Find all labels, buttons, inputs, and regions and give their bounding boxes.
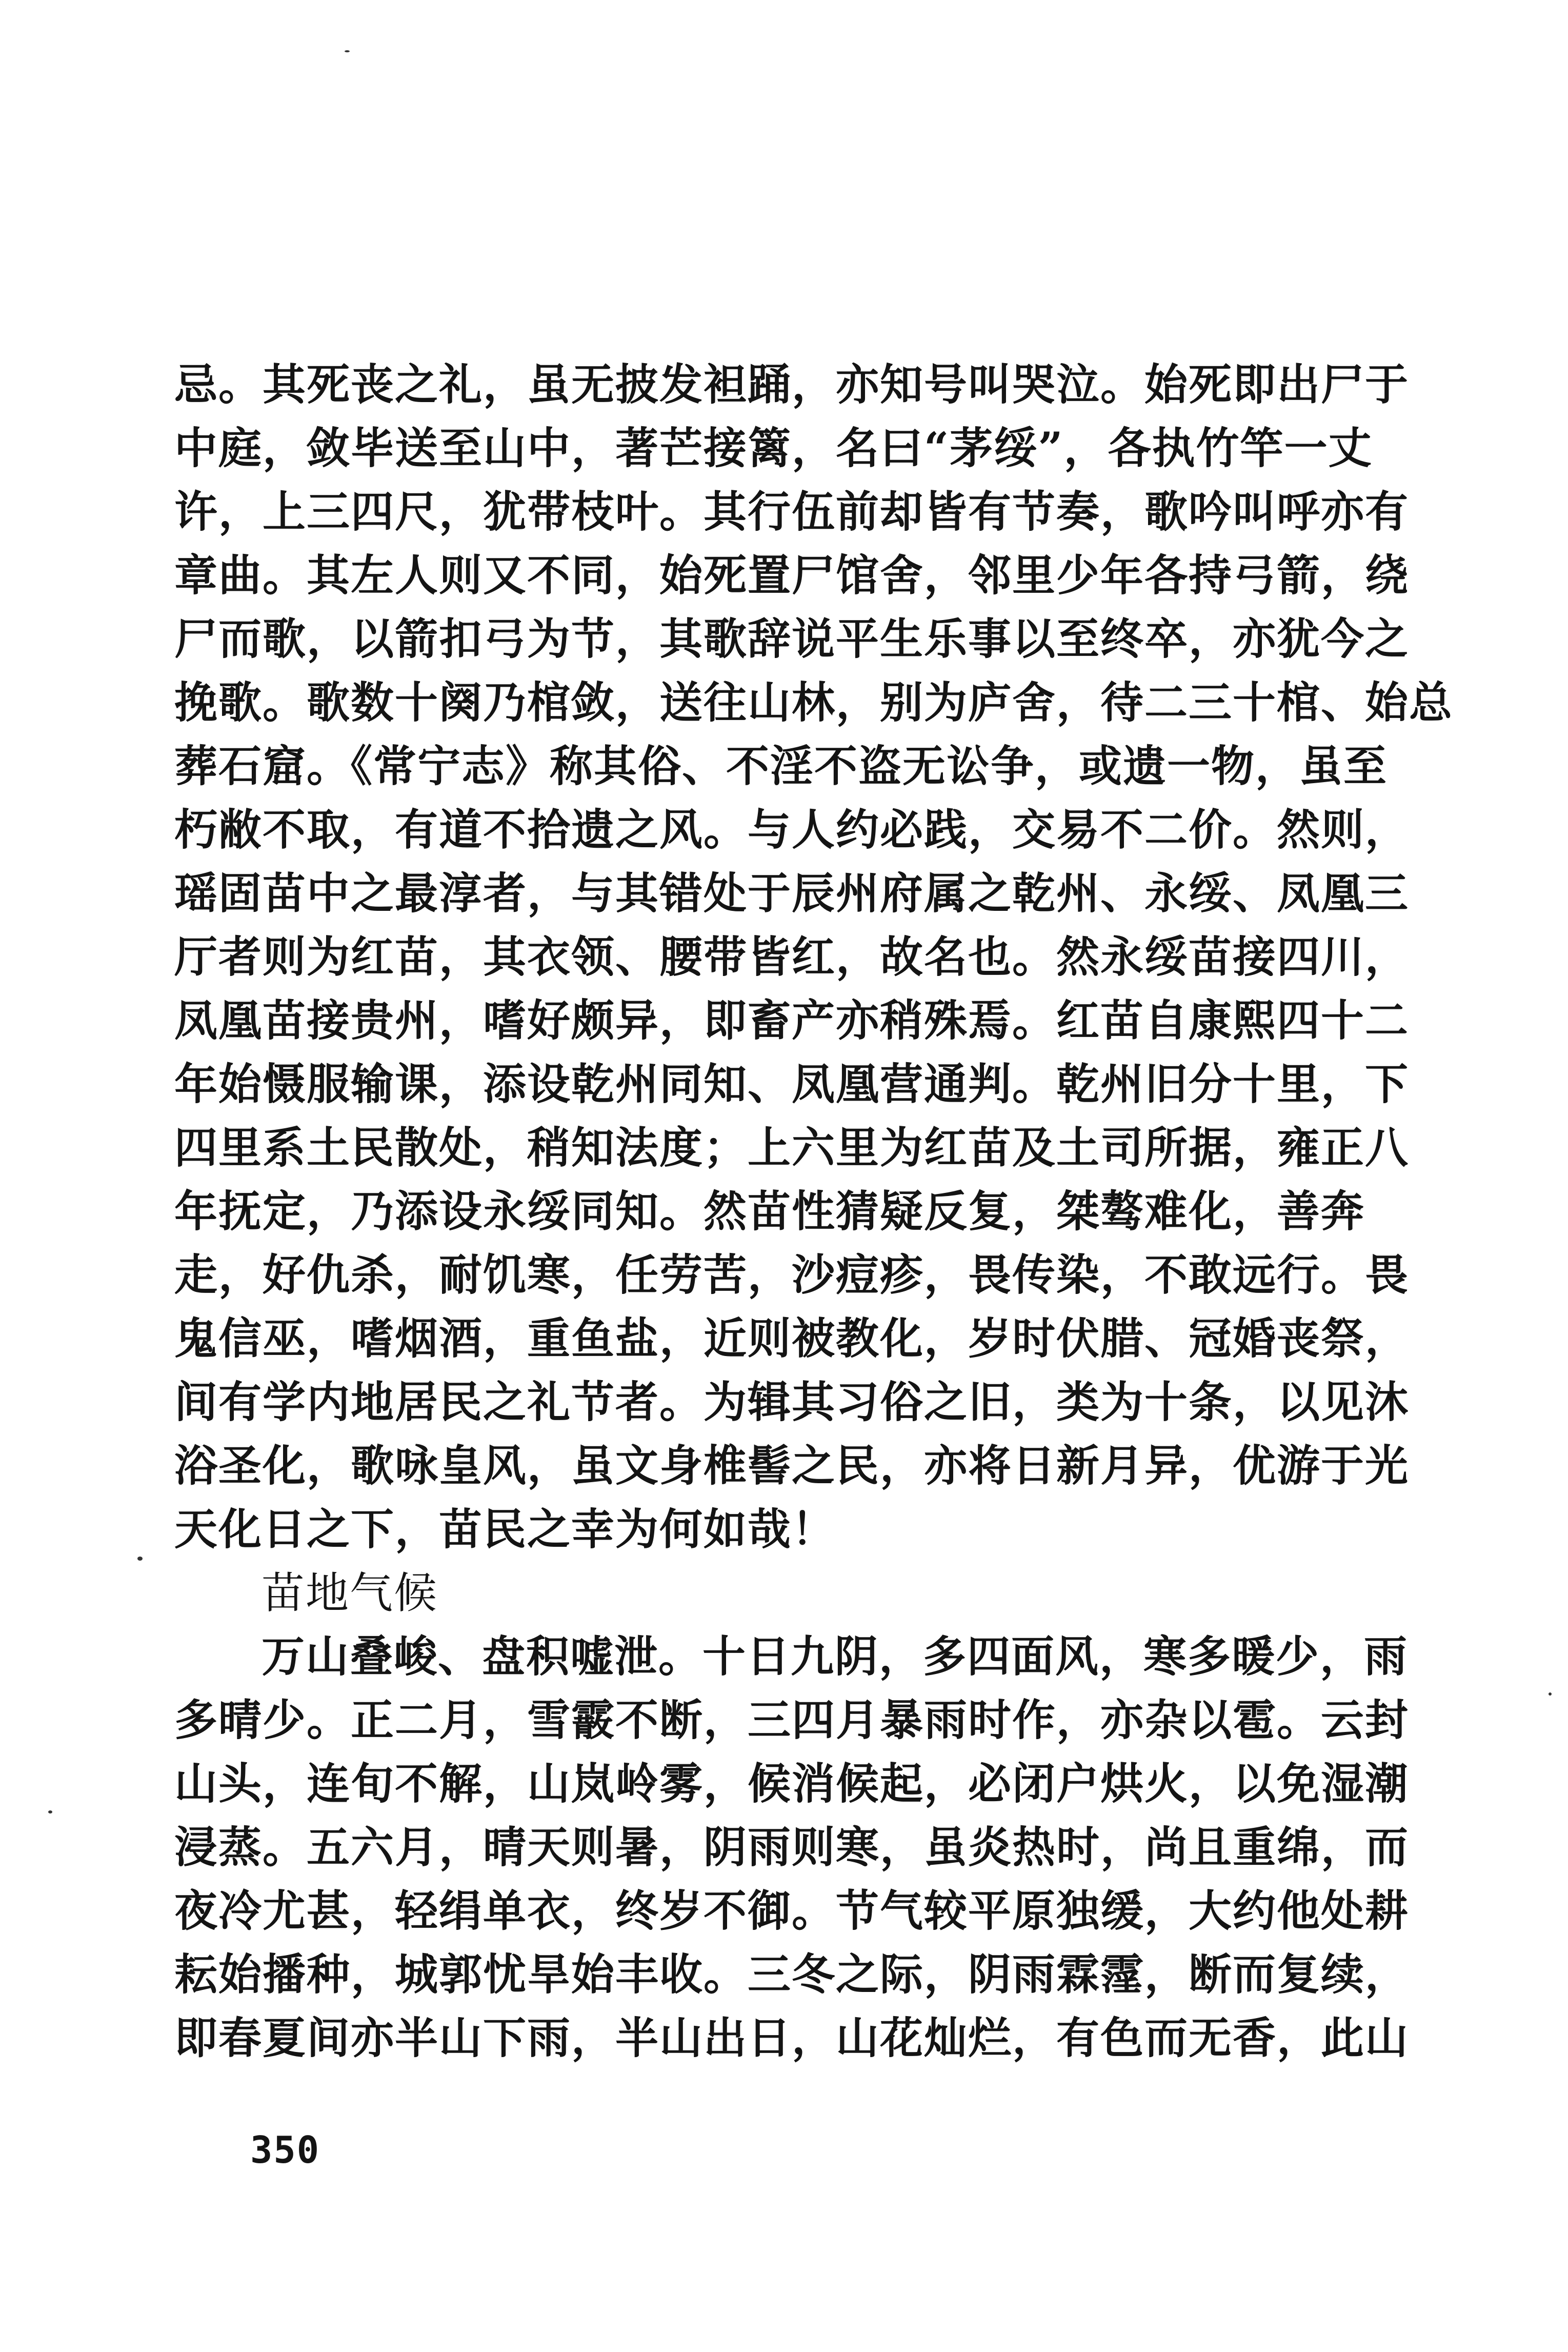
text-line: 凤凰苗接贵州，嗜好颇异，即畜产亦稍殊焉。红苗自康熙四十二 bbox=[174, 995, 1410, 1046]
text-line: 浸蒸。五六月，晴天则暑，阴雨则寒，虽炎热时，尚且重绵，而 bbox=[174, 1822, 1410, 1872]
text-line: 走，好仇杀，耐饥寒，任劳苦，沙痘疹，畏传染，不敢远行。畏 bbox=[174, 1249, 1410, 1300]
text-line: 浴圣化，歌咏皇风，虽文身椎髻之民，亦将日新月异，优游于光 bbox=[174, 1440, 1410, 1491]
text-line: 章曲。其左人则又不同，始死置尸馆舍，邻里少年各持弓箭，绕 bbox=[174, 550, 1410, 601]
text-line: 尸而歌，以箭扣弓为节，其歌辞说平生乐事以至终卒，亦犹今之 bbox=[174, 613, 1410, 664]
text-line: 年抚定，乃添设永绥同知。然苗性猜疑反复，桀骜难化，善奔 bbox=[174, 1186, 1365, 1237]
scan-speck bbox=[48, 1810, 52, 1813]
scan-speck bbox=[345, 50, 350, 52]
text-line: 朽敝不取，有道不拾遗之风。与人约必践，交易不二价。然则， bbox=[174, 804, 1410, 855]
text-line: 葬石窟。《常宁志》称其俗、不淫不盗无讼争，或遗一物，虽至 bbox=[174, 741, 1388, 791]
text-line: 山头，连旬不解，山岚岭雾，候消候起，必闭户烘火，以免湿潮 bbox=[174, 1758, 1410, 1809]
text-line: 中庭，敛毕送至山中，著芒接篱，名曰“茅绥”，各执竹竿一丈 bbox=[174, 423, 1373, 473]
text-line: 即春夏间亦半山下雨，半山出日，山花灿烂，有色而无香，此山 bbox=[174, 2012, 1410, 2063]
text-line: 鬼信巫，嗜烟酒，重鱼盐，近则被教化，岁时伏腊、冠婚丧祭， bbox=[174, 1313, 1410, 1364]
text-line: 忌。其死丧之礼，虽无披发袒踊，亦知号叫哭泣。始死即出尸于 bbox=[174, 359, 1410, 410]
text-line: 四里系土民散处，稍知法度；上六里为红苗及土司所据，雍正八 bbox=[174, 1122, 1410, 1173]
text-line: 万山叠峻、盘积嘘泄。十日九阴，多四面风，寒多暖少，雨 bbox=[262, 1631, 1409, 1682]
text-line: 多晴少。正二月，雪霰不断，三四月暴雨时作，亦杂以雹。云封 bbox=[174, 1695, 1410, 1745]
scan-speck bbox=[137, 1557, 143, 1561]
text-line: 耘始播种，城郭忧旱始丰收。三冬之际，阴雨霖霪，断而复续， bbox=[174, 1949, 1410, 2000]
text-line: 挽歌。歌数十阕乃棺敛，送往山林，别为庐舍，待二三十棺、始总 bbox=[174, 677, 1454, 728]
text-line: 夜冷尤甚，轻绢单衣，终岁不御。节气较平原独缓，大约他处耕 bbox=[174, 1885, 1410, 1936]
text-line: 许，上三四尺，犹带枝叶。其行伍前却皆有节奏，歌吟叫呼亦有 bbox=[174, 486, 1410, 537]
text-line: 间有学内地居民之礼节者。为辑其习俗之旧，类为十条，以见沐 bbox=[174, 1377, 1410, 1427]
text-line: 天化日之下，苗民之幸为何如哉！ bbox=[174, 1504, 836, 1554]
text-line: 年始慑服输课，添设乾州同知、凤凰营通判。乾州旧分十里，下 bbox=[174, 1059, 1410, 1109]
page-number: 350 bbox=[250, 2128, 320, 2171]
text-line: 厅者则为红苗，其衣领、腰带皆红，故名也。然永绥苗接四川， bbox=[174, 931, 1410, 982]
scan-speck bbox=[1549, 1692, 1552, 1696]
body-text bbox=[174, 353, 1454, 2070]
section-heading: 苗地气候 bbox=[262, 1568, 438, 1618]
text-line: 瑶固苗中之最淳者，与其错处于辰州府属之乾州、永绥、凤凰三 bbox=[174, 868, 1410, 919]
